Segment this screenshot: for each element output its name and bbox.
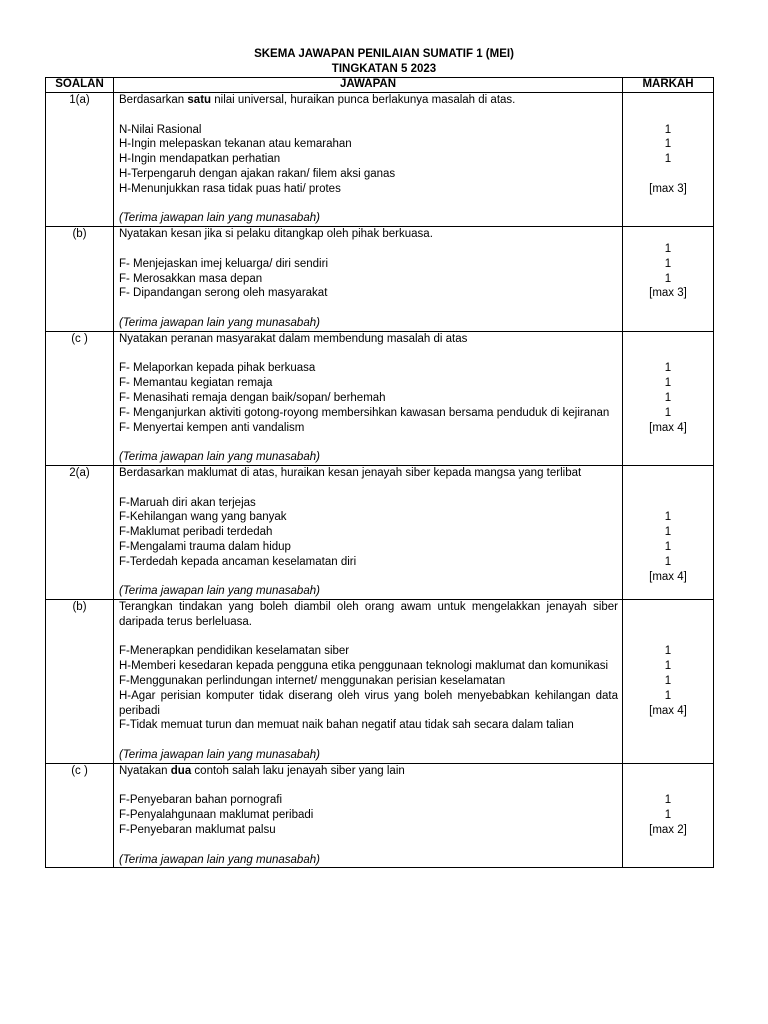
max-mark: [max 4] (649, 704, 687, 717)
question-number: 2(a) (46, 465, 114, 599)
answer-point: F-Kehilangan wang yang banyak (119, 511, 287, 524)
mark-value: 1 (664, 138, 672, 151)
question-number: (b) (46, 227, 114, 332)
mark-value: 1 (664, 153, 672, 166)
mark-value: 1 (664, 257, 672, 270)
question-emphasis: dua (170, 764, 192, 777)
answer-cell (114, 465, 623, 599)
acceptance-note: (Terima jawapan lain yang munasabah) (119, 451, 320, 464)
table-header-row (46, 78, 714, 93)
table-row (46, 93, 714, 227)
answer-point: H-Menunjukkan rasa tidak puas hati/ protes (119, 182, 341, 195)
acceptance-note: (Terima jawapan lain yang munasabah) (119, 749, 320, 762)
question-part: Terangkan tindakan yang boleh diambil oleh orang awam untuk mengelakkan jenayah siber daripada terus berleluasa. (119, 601, 618, 628)
answer-cell (114, 763, 623, 868)
acceptance-note: (Terima jawapan lain yang munasabah) (119, 585, 320, 598)
table-row (46, 227, 714, 332)
header-soalan: SOALAN (46, 78, 114, 93)
header-markah: MARKAH (623, 78, 714, 93)
page-title: SKEMA JAWAPAN PENILAIAN SUMATIF 1 (MEI) (254, 48, 514, 60)
marks-cell (623, 763, 714, 868)
table-row (46, 331, 714, 465)
mark-value: 1 (664, 689, 672, 702)
page-subtitle: TINGKATAN 5 2023 (331, 63, 437, 75)
acceptance-note: (Terima jawapan lain yang munasabah) (119, 853, 320, 866)
answer-point: F-Penyebaran maklumat palsu (119, 824, 276, 837)
mark-value: 1 (664, 391, 672, 404)
marks-cell (623, 600, 714, 764)
answer-point: F-Menerapkan pendidikan keselamatan siber (119, 645, 350, 658)
answer-point: F-Mengalami trauma dalam hidup (119, 540, 291, 553)
answer-point: F-Penyebaran bahan pornografi (119, 794, 283, 807)
mark-value: 1 (664, 645, 672, 658)
mark-value: 1 (664, 511, 672, 524)
mark-value: 1 (664, 123, 672, 136)
question-part: Nyatakan peranan masyarakat dalam membendung masalah di atas (119, 332, 468, 345)
marks-cell (623, 93, 714, 227)
answer-point: F-Penyalahgunaan maklumat peribadi (119, 809, 314, 822)
answer-point: F-Maklumat peribadi terdedah (119, 526, 273, 539)
answer-scheme-table (45, 77, 714, 868)
max-mark: [max 4] (649, 421, 687, 434)
table-row (46, 465, 714, 599)
answer-point: F- Memantau kegiatan remaja (119, 377, 273, 390)
max-mark: [max 4] (649, 570, 687, 583)
question-emphasis: satu (187, 94, 212, 106)
mark-value: 1 (664, 526, 672, 539)
answer-cell (114, 600, 623, 764)
answer-point: F- Menganjurkan aktiviti gotong-royong membersihkan kawasan bersama penduduk di kejiranan (119, 406, 610, 419)
mark-value: 1 (664, 660, 672, 673)
marks-cell (623, 227, 714, 332)
mark-value: 1 (664, 675, 672, 688)
mark-value (623, 167, 713, 182)
answer-point: F- Menasihati remaja dengan baik/sopan/ berhemah (119, 391, 386, 404)
question-part: Nyatakan (119, 764, 171, 777)
mark-value: 1 (664, 540, 672, 553)
question-part: Berdasarkan maklumat di atas, huraikan kesan jenayah siber kepada mangsa yang terlibat (119, 466, 582, 479)
answer-cell (114, 227, 623, 332)
question-part: Berdasarkan (119, 94, 188, 106)
answer-point: H-Ingin melepaskan tekanan atau kemarahan (119, 138, 352, 151)
table-body (46, 93, 714, 868)
answer-point: N-Nilai Rasional (119, 123, 202, 136)
mark-value: 1 (664, 406, 672, 419)
question-part: Nyatakan kesan jika si pelaku ditangkap oleh pihak berkuasa. (119, 228, 433, 241)
answer-point: H-Memberi kesedaran kepada pengguna etika penggunaan teknologi maklumat dan komunikasi (119, 660, 609, 673)
answer-cell (114, 93, 623, 227)
answer-point: F-Menggunakan perlindungan internet/ menggunakan perisian keselamatan (119, 675, 506, 688)
answer-point: H-Terpengaruh dengan ajakan rakan/ filem aksi ganas (119, 167, 396, 180)
mark-value: 1 (664, 272, 672, 285)
mark-value: 1 (664, 362, 672, 375)
max-mark: [max 3] (649, 182, 687, 195)
header-jawapan: JAWAPAN (114, 78, 623, 93)
question-text (119, 466, 618, 481)
answer-point: F- Merosakkan masa depan (119, 272, 263, 285)
answer-point: H-Agar perisian komputer tidak diserang oleh virus yang boleh menyebabkan kehilangan data peribadi (119, 689, 618, 717)
answer-point: F-Terdedah kepada ancaman keselamatan diri (119, 555, 357, 568)
answer-point: F- Dipandangan serong oleh masyarakat (119, 287, 328, 300)
acceptance-note: (Terima jawapan lain yang munasabah) (119, 316, 320, 329)
table-row (46, 763, 714, 868)
question-number: (c ) (46, 763, 114, 868)
question-number: (b) (46, 600, 114, 764)
answer-point: F-Maruah diri akan terjejas (119, 496, 256, 509)
answer-point: F- Menjejaskan imej keluarga/ diri sendiri (119, 257, 328, 270)
marks-cell (623, 331, 714, 465)
mark-value: 1 (664, 242, 672, 255)
question-text (119, 332, 618, 347)
question-number: (c ) (46, 331, 114, 465)
answer-point: H-Ingin mendapatkan perhatian (119, 153, 281, 166)
mark-value: 1 (664, 555, 672, 568)
question-number: 1(a) (46, 93, 114, 227)
answer-cell (114, 331, 623, 465)
answer-point: F- Melaporkan kepada pihak berkuasa (119, 362, 316, 375)
question-part: contoh salah laku jenayah siber yang lain (191, 764, 405, 777)
answer-point: F- Menyertai kempen anti vandalism (119, 421, 305, 434)
question-text (119, 227, 618, 242)
mark-value: 1 (664, 794, 672, 807)
max-mark: [max 2] (649, 824, 687, 837)
marks-cell (623, 465, 714, 599)
mark-value: 1 (664, 377, 672, 390)
table-row (46, 600, 714, 764)
acceptance-note: (Terima jawapan lain yang munasabah) (119, 212, 320, 225)
question-text (119, 600, 618, 630)
answer-point: F-Tidak memuat turun dan memuat naik bahan negatif atau tidak sah secara dalam talian (119, 719, 574, 732)
question-text (119, 764, 618, 779)
max-mark: [max 3] (649, 287, 687, 300)
question-text (119, 93, 618, 108)
mark-value: 1 (664, 809, 672, 822)
question-part: nilai universal, huraikan punca berlakunya masalah di atas. (211, 94, 516, 106)
